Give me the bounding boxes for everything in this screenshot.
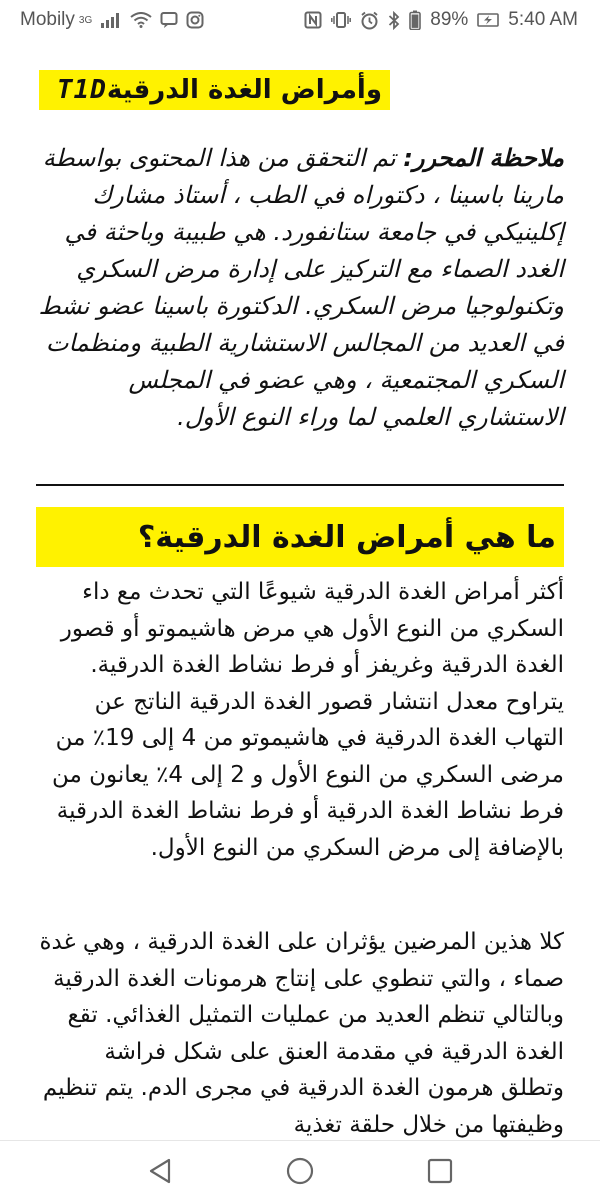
status-left [20,9,204,31]
instagram-icon [186,11,204,29]
battery-percent: 89% [430,9,469,30]
paragraph-2: كلا هذين المرضين يؤثران على الغدة الدرقية ، وهي غدة صماء ، والتي تنطوي على إنتاج هرمونات الغدة الدرقية وبالتالي تنظم العديد من عمليات التمثيل الغذائي. تقع الغدة الدرقية في مقدمة العنق على شكل فراشة وتطلق هرمون الغدة الدرقية في مجرى الدم. يتم تنظيم وظيفتها من خلال حلقة تغذية [39,929,564,1138]
status-right [304,9,578,31]
alarm-icon [360,11,379,30]
status-bar [0,0,600,40]
article-title-latin: T1D [56,75,107,105]
home-icon [286,1157,314,1185]
section-divider [36,484,564,486]
editor-note [36,140,564,436]
paragraph-1: أكثر أمراض الغدة الدرقية شيوعًا التي تحدث مع داء السكري من النوع الأول هي مرض هاشيموتو أو قصور الغدة الدرقية وغريفز أو فرط نشاط الغدة الدرقية. يتراوح معدل انتشار قصور الغدة الدرقية الناتج عن التهاب الغدة الدرقية في هاشيموتو من 4 إلى 19٪ من مرضى السكري من النوع الأول و 2 إلى 4٪ يعانون من فرط نشاط الغدة الدرقية أو فرط نشاط الغدة الدرقية بالإضافة إلى مرض السكري من النوع الأول. [51,579,564,861]
navigation-bar [0,1140,600,1200]
nfc-icon [304,11,322,29]
editor-note-label: ملاحظة المحرر: [403,144,564,172]
editor-note-body: تم التحقق من هذا المحتوى بواسطة مارينا باسينا ، دكتوراه في الطب ، أستاذ مشارك إكلينيكي في جامعة ستانفورد. هي طبيبة وباحثة في الغدد الصماء مع التركيز على إدارة مرض السكري وتكنولوجيا مرض السكري. الدكتورة باسينا عضو نشط في العديد من المجالس الاستشارية الطبية ومنظمات السكري المجتمعية ، وهي عضو في المجلس الاستشاري العلمي لما وراء النوع الأول. [38,144,564,431]
recents-button[interactable] [410,1146,470,1196]
network-type: 3G [78,14,93,26]
back-icon [147,1157,173,1185]
article-title-arabic: وأمراض الغدة الدرقية [106,75,382,105]
back-button[interactable] [130,1146,190,1196]
clock-time: 5:40 AM [508,9,578,30]
carrier-name: Mobily [20,9,75,30]
article-title [39,70,390,110]
message-icon [160,11,178,29]
charging-icon [477,13,499,27]
article-content[interactable] [0,40,600,1140]
wifi-icon [130,12,152,28]
signal-icon [100,12,122,28]
battery-icon [409,10,421,30]
home-button[interactable] [270,1146,330,1196]
bluetooth-icon [388,11,400,30]
vibrate-icon [331,11,351,29]
recents-icon [427,1158,453,1184]
section-heading: ما هي أمراض الغدة الدرقية؟ [36,507,564,567]
